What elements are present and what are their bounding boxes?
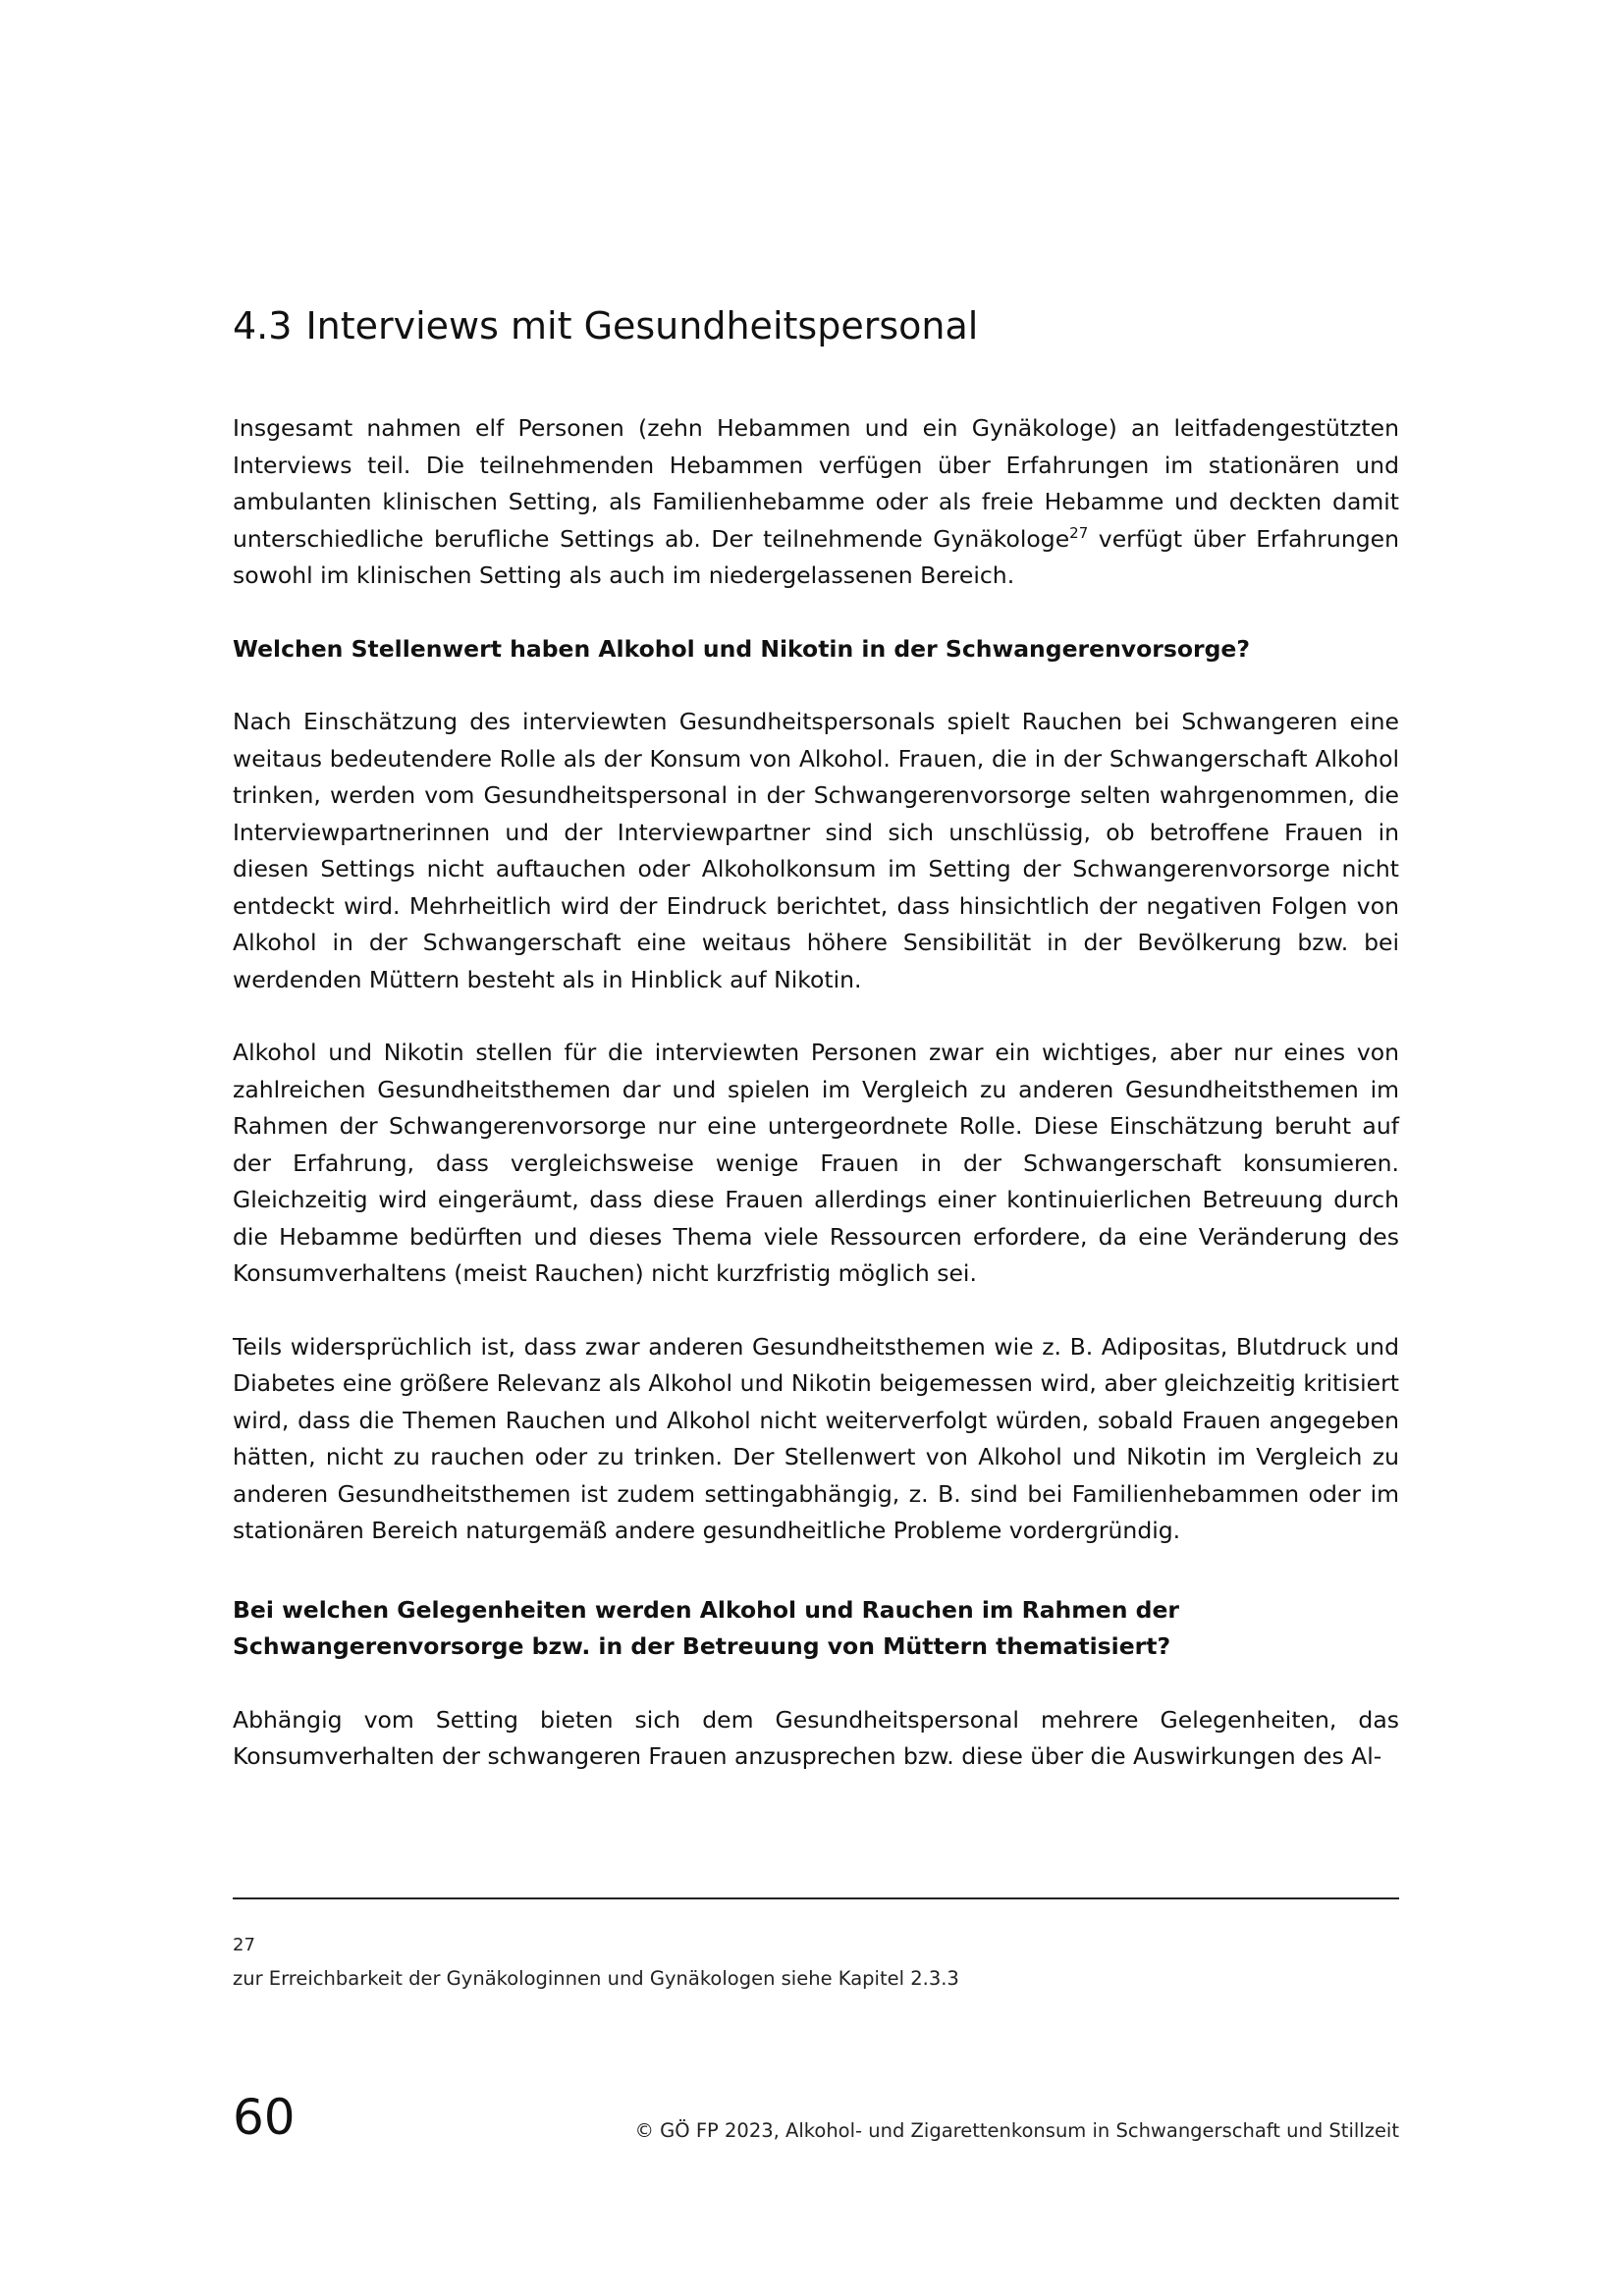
paragraph-widerspruechlich: Teils widersprüchlich ist, dass zwar anderen Gesundheitsthemen wie z. B. Adipositas, Blutdruck und Diabetes eine größere Relevanz als Alkohol und Nikotin beigemessen wird, aber gleichzeitig kritisiert wird, dass die Themen Rauchen und Alkohol nicht weiterverfolgt würden, sobald Frauen angegeben hätten, nicht zu rauchen oder zu trinken. Der Stellenwert von Alkohol und Nikotin im Vergleich zu anderen Gesundheitsthemen ist zudem settingabhängig, z. B. sind bei Familienhebammen oder im stationären Bereich naturgemäß andere gesundheitliche Probleme vordergründig. [233, 1332, 1399, 1544]
paragraph-gesundheitsthemen: Alkohol und Nikotin stellen für die interviewten Personen zwar ein wichtiges, aber nur eines von zahlreichen Gesundheitsthemen dar und spielen im Vergleich zu anderen Gesundheitsthemen im Rahmen der Schwangerenvorsorge nur eine untergeordnete Rolle. Diese Einschätzung beruht auf der Erfahrung, dass vergleichsweise wenige Frauen in der Schwangerschaft konsumieren. Gleichzeitig wird eingeräumt, dass diese Frauen allerdings einer kontinuierlichen Betreuung durch die Hebamme bedürften und dieses Thema viele Ressourcen erfordere, da eine Veränderung des Konsumverhaltens (meist Rauchen) nicht kurzfristig möglich sei. [233, 1039, 1399, 1287]
footnote-number: 27 [233, 1935, 255, 1955]
paragraph-intro-text-1: Insgesamt nahmen elf Personen (zehn Hebammen und ein Gynäkologe) an leitfadengestützten Interviews teil. Die teilnehmenden Hebammen verfügen über Erfahrungen im stationären und ambulanten klinischen Setting, als Familienhebamme oder als freie Hebamme und deckten damit unterschiedliche berufliche Settings ab. Der teilnehmende Gynäkologe [233, 414, 1399, 553]
main-content [233, 304, 1399, 1812]
running-footer: © GÖ FP 2023, Alkohol- und Zigarettenkonsum in Schwangerschaft und Stillzeit [634, 2119, 1399, 2142]
paragraph-intro [233, 410, 1399, 595]
footnote-text: zur Erreichbarkeit der Gynäkologinnen und Gynäkologen siehe Kapitel 2.3.3 [233, 1967, 959, 1990]
section-title: Interviews mit Gesundheitspersonal [305, 304, 979, 347]
page-number: 60 [233, 2089, 296, 2146]
question-heading-stellenwert: Welchen Stellenwert haben Alkohol und Nikotin in der Schwangerenvorsorge? [233, 634, 1250, 663]
footnote-divider [233, 1897, 1399, 1899]
footnote-reference[interactable]: 27 [1069, 523, 1089, 542]
paragraph-setting: Abhängig vom Setting bieten sich dem Gesundheitspersonal mehrere Gelegenheiten, das Konsumverhalten der schwangeren Frauen anzusprechen bzw. diese über die Auswirkungen des Al- [233, 1705, 1399, 1770]
paragraph-intro-text-2: verfügt über Erfahrungen sowohl im klinischen Setting als auch im niedergelassenen Bereich. [233, 524, 1399, 589]
section-number: 4.3 [233, 304, 293, 347]
section-heading [233, 304, 1399, 347]
question-heading-gelegenheiten: Bei welchen Gelegenheiten werden Alkohol und Rauchen im Rahmen der Schwangerenvorsorge bzw. in der Betreuung von Müttern thematisiert? [233, 1595, 1179, 1660]
paragraph-einschaetzung: Nach Einschätzung des interviewten Gesundheitspersonals spielt Rauchen bei Schwangeren eine weitaus bedeutendere Rolle als der Konsum von Alkohol. Frauen, die in der Schwangerschaft Alkohol trinken, werden vom Gesundheitspersonal in der Schwangerenvorsorge selten wahrgenommen, die Interviewpartnerinnen und der Interviewpartner sind sich unschlüssig, ob betroffene Frauen in diesen Settings nicht auftauchen oder Alkoholkonsum im Setting der Schwangerenvorsorge nicht entdeckt wird. Mehrheitlich wird der Eindruck berichtet, dass hinsichtlich der negativen Folgen von Alkohol in der Schwangerschaft eine weitaus höhere Sensibilität in der Bevölkerung bzw. bei werdenden Müttern besteht als in Hinblick auf Nikotin. [233, 708, 1399, 993]
